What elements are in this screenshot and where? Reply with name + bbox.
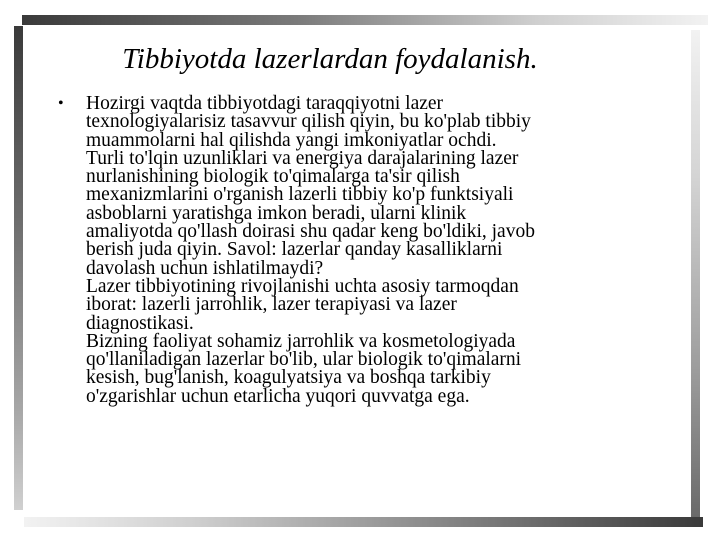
paragraph-branches: Lazer tibbiyotining rivojlanishi uchta asosiy tarmoqdan iborat: lazerli jarrohlik, lazer terapiyasi va lazer diagnostikasi. xyxy=(86,275,519,334)
slide-title: Tibbiyotda lazerlardan foydalanish. xyxy=(122,43,538,75)
paragraph-activity: Bizning faoliyat sohamiz jarrohlik va kosmetologiyada qo'llaniladigan lazerlar bo'lib, ular biologik to'qimalarni kesish, bug'lanish, koagulyatsiya va boshqa tarkibiy o'zgarishlar uchun etarlicha yuqori quvvatga ega. xyxy=(86,330,522,407)
frame-top-bar xyxy=(22,15,708,25)
bullet-text xyxy=(86,95,648,406)
bullet-marker: • xyxy=(58,95,64,112)
frame-bottom-bar xyxy=(24,517,703,527)
paragraph-intro: Hozirgi vaqtda tibbiyotdagi taraqqiyotni lazer texnologiyalarisiz tasavvur qilish qiyin, bu ko'plab tibbiy muammolarni hal qilishda yangi imkoniyatlar ochdi. xyxy=(86,93,531,151)
bullet-item xyxy=(58,95,648,406)
frame-left-bar xyxy=(14,26,23,510)
frame-right-bar xyxy=(691,30,700,518)
slide-body xyxy=(58,95,648,406)
paragraph-mechanisms: Turli to'lqin uzunliklari va energiya darajalarining lazer nurlanishining biologik to'qimalarga ta'sir qilish mexanizmlarini o'rganish lazerli tibbiy ko'p funktsiyali asboblarni yaratishga imkon beradi, ularni klinik amaliyotda qo'llash doirasi shu qadar keng bo'ldiki, javob berish juda qiyin. Savol: lazerlar qanday kasalliklarni davolash uchun ishlatilmaydi? xyxy=(86,147,535,279)
